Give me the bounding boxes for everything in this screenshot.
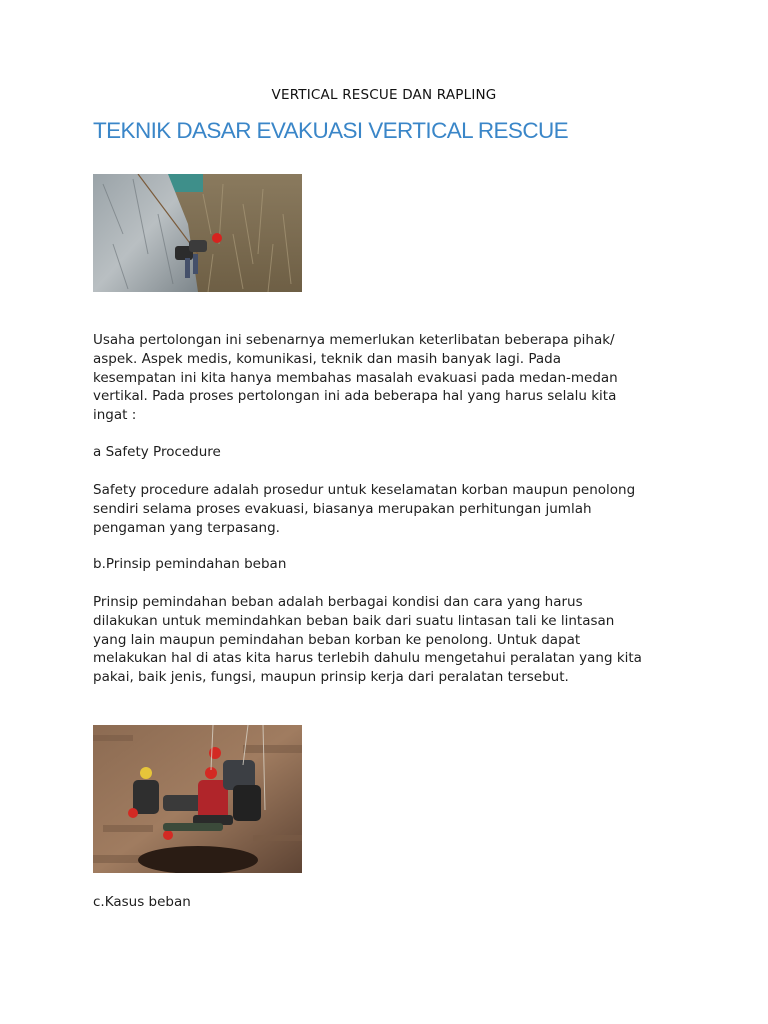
item-b-label: b.Prinsip pemindahan beban bbox=[93, 556, 287, 572]
rescue-team-photo bbox=[93, 725, 302, 873]
load-transfer-paragraph: Prinsip pemindahan beban adalah berbagai kondisi dan cara yang harus dilakukan untuk memindahkan beban baik dari suatu lintasan tali ke lintasan yang lain maupun pemindahan beban korban ke penolong. Untuk dapat melakukan hal di atas kita harus terlebih dahulu mengetahui peralatan yang kita pakai, baik jenis, fungsi, maupun prinsip kerja dari peralatan tersebut. bbox=[93, 594, 642, 686]
section-heading: TEKNIK DASAR EVAKUASI VERTICAL RESCUE bbox=[93, 118, 569, 143]
item-a-label: a Safety Procedure bbox=[93, 444, 221, 460]
rappelling-photo bbox=[93, 174, 302, 292]
safety-procedure-paragraph: Safety procedure adalah prosedur untuk keselamatan korban maupun penolong sendiri selama proses evakuasi, biasanya merupakan perhitungan jumlah pengaman yang terpasang. bbox=[93, 482, 636, 536]
item-c-label: c.Kasus beban bbox=[93, 894, 191, 910]
intro-paragraph: Usaha pertolongan ini sebenarnya memerlukan keterlibatan beberapa pihak/ aspek. Aspek medis, komunikasi, teknik dan masih banyak lagi. Pada kesempatan ini kita hanya membahas masalah evakuasi pada medan-medan vertikal. Pada proses pertolongan ini ada beberapa hal yang harus selalu kita ingat : bbox=[93, 332, 618, 424]
document-title: VERTICAL RESCUE DAN RAPLING bbox=[271, 87, 497, 103]
